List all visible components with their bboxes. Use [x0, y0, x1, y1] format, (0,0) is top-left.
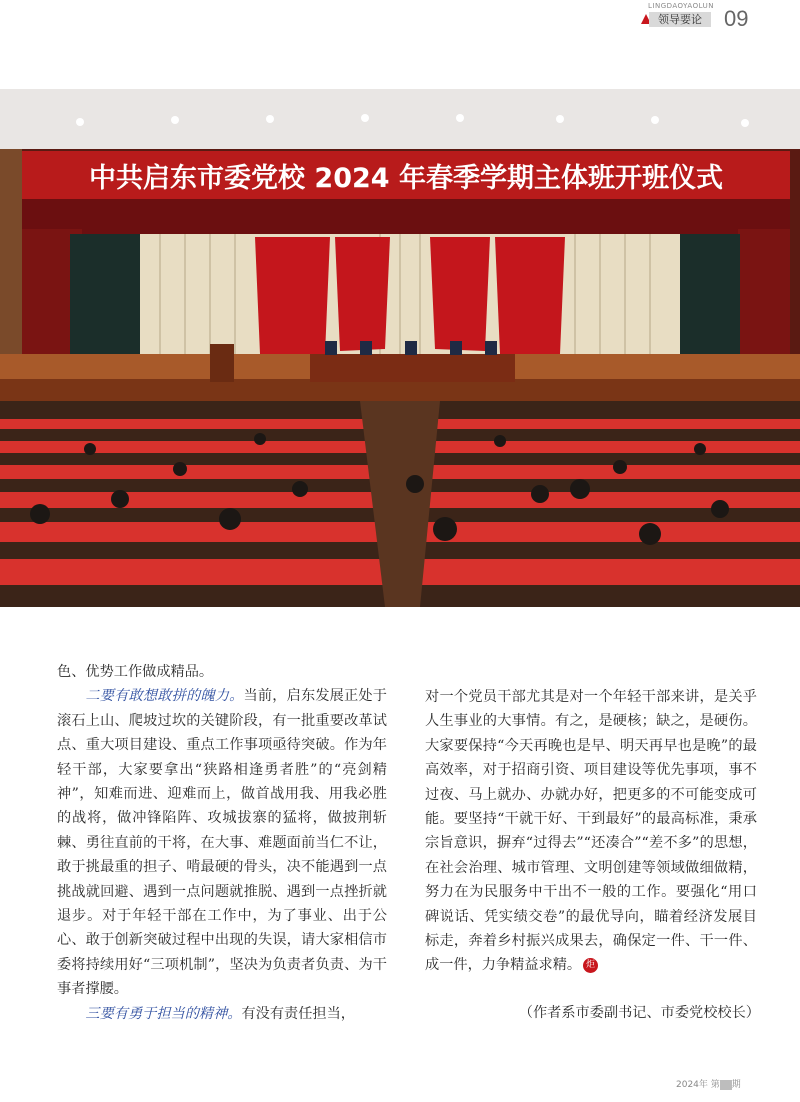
- issue-footer: [676, 1077, 741, 1090]
- point-three-body-start: 有没有责任担当，: [241, 1005, 355, 1022]
- footer-di: 第: [710, 1080, 720, 1090]
- article-right-column: [425, 685, 757, 978]
- point-three-paragraph: [57, 1002, 387, 1026]
- ceremony-photo: [0, 89, 800, 607]
- footer-year: 2024年: [676, 1080, 708, 1090]
- page-number: 09: [724, 6, 749, 31]
- magazine-pinyin-title: LINGDAOYAOLUN: [648, 2, 715, 10]
- right-paragraph: [425, 685, 757, 978]
- author-note: （作者系市委副书记、市委党校校长）: [518, 1005, 760, 1021]
- right-body: 对一个党员干部尤其是对一个年轻干部来讲，是关乎人生事业的大事情。有之，是硬核；缺之，是硬伤。大家要保持“今天再晚也是早、明天再早也是晚”的最高效率，对于招商引资、项目建设等优先事项，事不过夜、马上就办、办就办好，把更多的不可能变成可能。要坚持“干就干好、干到最好”的最高标准，秉承宗旨意识，摒弃“过得去”“还凑合”“差不多”的思想，在社会治理、城市管理、文明创建等领域做细做精，努力在为民服务中干出不一般的工作。要强化“用口碑说话、凭实绩交卷”的最优导向，瞄着经济发展目标走，奔着乡村振兴成果去，确保定一件、干一件、成一件，力争精益求精。: [425, 689, 757, 974]
- section-label: 领导要论: [649, 12, 711, 27]
- point-two-title: 二要有敢想敢拼的魄力。: [85, 688, 244, 705]
- article-left-column: [57, 660, 387, 1026]
- point-three-title: 三要有勇于担当的精神。: [85, 1005, 242, 1022]
- end-mark-icon: 炬: [583, 958, 598, 973]
- point-two-body: 当前，启东发展正处于滚石上山、爬坡过坎的关键阶段，有一批重要改革试点、重大项目建设、重点工作事项亟待突破。作为年轻干部，大家要拿出“狭路相逢勇者胜”的“亮剑精神”，知难而进、迎难而上，做首战用我、用我必胜的战将，做冲锋陷阵、攻城拔寨的猛将，做披荆斩棘、勇往直前的干将，在大事、难题面前当仁不让，敢于挑最重的担子、啃最硬的骨头，决不能遇到一点挑战就回避、遇到一点问题就推脱、遇到一点挫折就退步。对于年轻干部在工作中，为了事业、出于公心、敢于创新突破过程中出现的失误，请大家相信市委将持续用好“三项机制”，坚决为负责者负责、为干事者撑腰。: [57, 688, 387, 998]
- point-two-paragraph: [57, 684, 387, 1001]
- issue-number-box: [720, 1080, 732, 1090]
- banner-text: 中共启东市委党校 2024 年春季学期主体班开班仪式: [89, 163, 723, 194]
- lead-line: 色、优势工作做成精品。: [57, 664, 214, 680]
- footer-qi: 期: [731, 1080, 741, 1090]
